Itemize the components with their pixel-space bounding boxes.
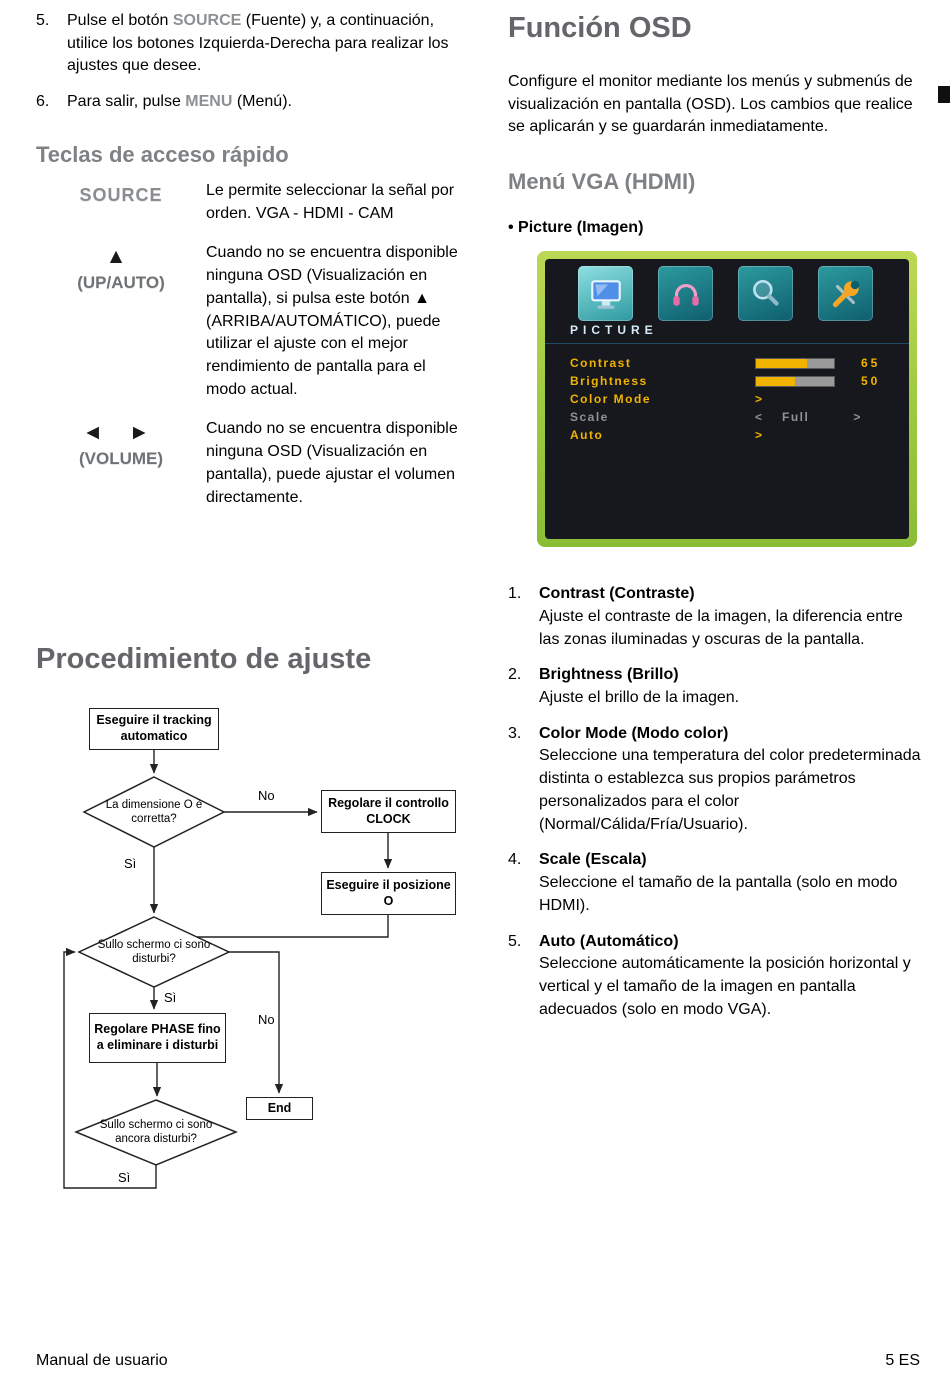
- up-auto-button-label: (UP/AUTO): [77, 272, 165, 292]
- item-number: 5.: [508, 932, 522, 950]
- picture-bullet: • Picture (Imagen): [508, 219, 644, 237]
- flow-label-yes: Sì: [118, 1170, 131, 1185]
- item-title: Auto (Automático): [539, 932, 679, 950]
- list-item: [508, 931, 922, 1022]
- osd-item-value: Full: [782, 410, 810, 425]
- chevron-left-icon: <: [755, 410, 763, 425]
- hotkey-row-source: [36, 180, 462, 225]
- flow-node-clock: Regolare il controllo CLOCK: [321, 790, 456, 833]
- osd-row-color-mode: [570, 390, 891, 408]
- osd-intro-paragraph: Configure el monitor mediante los menús y submenús de visualización en pantalla (OSD). Los cambios que realice se aplicarán y se guardarán inmediatamente.: [508, 73, 913, 136]
- osd-item-value: 50: [861, 374, 881, 389]
- step-text-part: (Menú).: [232, 93, 292, 111]
- step-text-part: Pulse el botón: [67, 12, 173, 29]
- flow-decision-dimension: La dimensione O è corretta?: [105, 799, 203, 826]
- osd-item-value: 65: [861, 356, 881, 371]
- flow-node-tracking: Eseguire il tracking automatico: [89, 708, 219, 750]
- item-title: Brightness (Brillo): [539, 666, 679, 684]
- osd-row-contrast: [570, 354, 891, 372]
- left-right-arrows-icon: ◄ ►: [82, 421, 160, 445]
- magnifier-icon: [747, 275, 785, 313]
- chevron-right-icon: >: [853, 410, 861, 425]
- list-item: [36, 91, 462, 114]
- volume-button-icon: [36, 418, 206, 509]
- osd-row-brightness: [570, 372, 891, 390]
- item-number: 2.: [508, 666, 522, 684]
- chevron-right-icon: >: [755, 392, 763, 407]
- flow-label-yes: Sì: [164, 990, 177, 1005]
- osd-row-scale: [570, 408, 891, 426]
- step-number: 5.: [36, 12, 50, 29]
- headphones-icon: [667, 275, 705, 313]
- osd-screen: [545, 259, 909, 539]
- hotkey-row-volume: [36, 418, 462, 509]
- flow-node-phase: Regolare PHASE fino a eliminare i disturbi: [89, 1013, 226, 1063]
- right-column: [508, 12, 922, 1034]
- osd-menu: [570, 354, 891, 444]
- item-number: 1.: [508, 585, 522, 603]
- flow-decision-disturb: Sullo schermo ci sono disturbi?: [97, 939, 211, 966]
- up-auto-button-icon: [36, 242, 206, 401]
- monitor-icon: [587, 275, 625, 313]
- item-number: 3.: [508, 724, 522, 742]
- osd-item-label: Auto: [570, 428, 604, 443]
- picture-icon: [578, 266, 633, 321]
- step-text-part: (Fuente) y, a continuación, utilice los botones Izquierda-Derecha para realizar los ajustes que desee.: [67, 12, 449, 75]
- flow-label-no: No: [258, 788, 275, 803]
- hotkey-row-up-auto: [36, 242, 462, 401]
- hotkey-description: Le permite seleccionar la señal por orden. VGA - HDMI - CAM: [206, 182, 455, 222]
- source-key-label: SOURCE: [172, 12, 242, 29]
- list-item: [508, 583, 922, 651]
- item-number: 4.: [508, 851, 522, 869]
- item-description: Seleccione el tamaño de la pantalla (solo en modo HDMI).: [539, 874, 898, 914]
- list-item: [508, 849, 922, 917]
- page-title: Función OSD: [508, 12, 692, 44]
- hotkey-description: Cuando no se encuentra disponible ninguna OSD (Visualización en pantalla), puede ajustar el volumen directamente.: [206, 420, 458, 506]
- list-item: [36, 10, 462, 78]
- osd-item-descriptions: [508, 583, 922, 1021]
- item-title: Scale (Escala): [539, 851, 647, 869]
- chevron-right-icon: >: [755, 428, 763, 443]
- step-text: [67, 10, 462, 78]
- source-button-icon: [36, 180, 206, 225]
- contrast-slider: [755, 358, 835, 369]
- osd-item-label: Contrast: [570, 356, 632, 371]
- step-number: 6.: [36, 93, 50, 111]
- footer-page-number: 5 ES: [885, 1352, 920, 1369]
- contrast-slider-fill: [756, 359, 807, 368]
- flow-label-yes: Sì: [124, 856, 137, 871]
- osd-item-label: Brightness: [570, 374, 648, 389]
- up-arrow-icon: ▲: [105, 245, 137, 269]
- item-body: [539, 583, 922, 651]
- search-icon: [738, 266, 793, 321]
- wrench-icon: [827, 275, 865, 313]
- step-text: [67, 91, 462, 114]
- item-body: [539, 849, 922, 917]
- list-item: [508, 723, 922, 837]
- flow-node-position: Eseguire il posizione O: [321, 872, 456, 915]
- tools-icon: [818, 266, 873, 321]
- page-edge-mark: [938, 86, 950, 103]
- hotkey-description: Cuando no se encuentra disponible ninguna OSD (Visualización en pantalla), si pulsa este botón ▲ (ARRIBA/AUTOMÁTICO), puede utilizar el ajuste con el mejor rendimiento de pantalla para el modo actual.: [206, 244, 458, 398]
- source-button-label: SOURCE: [79, 185, 163, 205]
- item-description: Ajuste el contraste de la imagen, la diferencia entre las zonas iluminadas y oscuras de la pantalla.: [539, 607, 903, 648]
- list-item: [508, 664, 922, 709]
- osd-icon-bar: [578, 266, 873, 321]
- brightness-slider-fill: [756, 377, 795, 386]
- procedure-heading: Procedimiento de ajuste: [36, 643, 372, 675]
- item-body: [539, 931, 922, 1022]
- instruction-steps: [36, 10, 462, 127]
- item-title: Contrast (Contraste): [539, 585, 695, 603]
- footer-manual-label: Manual de usuario: [36, 1352, 168, 1369]
- volume-button-label: (VOLUME): [78, 448, 164, 468]
- step-text-part: Para salir, pulse: [67, 93, 186, 111]
- osd-screenshot: [537, 251, 917, 547]
- audio-icon: [658, 266, 713, 321]
- item-body: [539, 664, 922, 709]
- flow-node-end: End: [246, 1097, 313, 1120]
- flow-decision-still-disturb: Sullo schermo ci sono ancora disturbi?: [99, 1119, 213, 1146]
- vga-menu-heading: Menú VGA (HDMI): [508, 169, 696, 195]
- item-body: [539, 723, 922, 837]
- osd-item-label: Color Mode: [570, 392, 651, 407]
- hotkeys-table: [36, 180, 462, 526]
- menu-key-label: MENU: [185, 93, 233, 111]
- osd-section-title: PICTURE: [570, 323, 658, 338]
- osd-divider: [545, 343, 909, 344]
- item-description: Seleccione automáticamente la posición horizontal y vertical y el tamaño de la imagen en pantalla adecuados (solo en modo VGA).: [539, 955, 911, 1018]
- flow-label-no: No: [258, 1012, 275, 1027]
- adjustment-flowchart: [36, 700, 466, 1200]
- item-description: Ajuste el brillo de la imagen.: [539, 689, 740, 707]
- osd-row-auto: [570, 426, 891, 444]
- item-title: Color Mode (Modo color): [539, 724, 729, 742]
- hotkeys-heading: Teclas de acceso rápido: [36, 142, 289, 167]
- brightness-slider: [755, 376, 835, 387]
- item-description: Seleccione una temperatura del color predeterminada distinta o establezca sus propios parámetros personalizados para el color (Normal/Cálida/Fría/Usuario).: [539, 747, 921, 833]
- osd-item-label: Scale: [570, 410, 609, 425]
